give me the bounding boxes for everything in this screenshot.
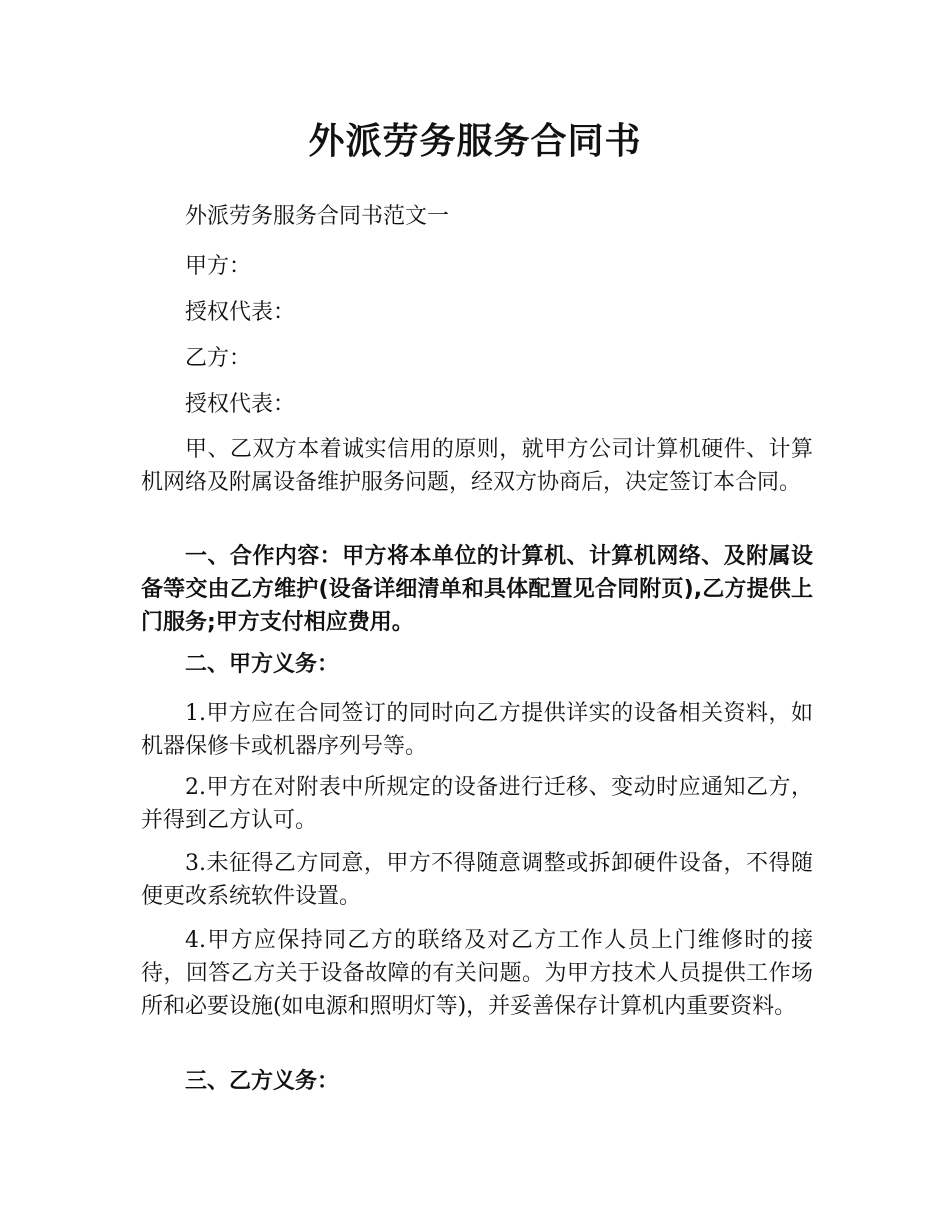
clause-2-2: 2.甲方在对附表中所规定的设备进行迁移、变动时应通知乙方，并得到乙方认可。 [141, 775, 813, 833]
section-2-heading: 二、甲方义务： [185, 652, 340, 677]
party-b-representative-label: 授权代表： [185, 392, 296, 417]
subtitle-paragraph: 外派劳务服务合同书范文一 [185, 204, 450, 229]
clause-2-1: 1.甲方应在合同签订的同时向乙方提供详实的设备相关资料，如机器保修卡或机器序列号等。 [141, 701, 813, 759]
document-title: 外派劳务服务合同书 [308, 121, 642, 162]
clause-2-3: 3.未征得乙方同意，甲方不得随意调整或拆卸硬件设备，不得随便更改系统软件设置。 [141, 851, 813, 909]
section-3-heading: 三、乙方义务： [185, 1069, 340, 1094]
party-a-label: 甲方： [185, 254, 252, 279]
section-1-cooperation-content: 一、合作内容：甲方将本单位的计算机、计算机网络、及附属设备等交由乙方维护(设备详细清单和具体配置见合同附页),乙方提供上门服务;甲方支付相应费用。 [141, 544, 813, 635]
preamble-paragraph: 甲、乙双方本着诚实信用的原则，就甲方公司计算机硬件、计算机网络及附属设备维护服务问题，经双方协商后，决定签订本合同。 [141, 437, 813, 495]
clause-2-4: 4.甲方应保持同乙方的联络及对乙方工作人员上门维修时的接待，回答乙方关于设备故障的有关问题。为甲方技术人员提供工作场所和必要设施(如电源和照明灯等)，并妥善保存计算机内重要资料。 [141, 928, 813, 1019]
party-a-representative-label: 授权代表： [185, 300, 296, 325]
party-b-label: 乙方： [185, 346, 252, 371]
